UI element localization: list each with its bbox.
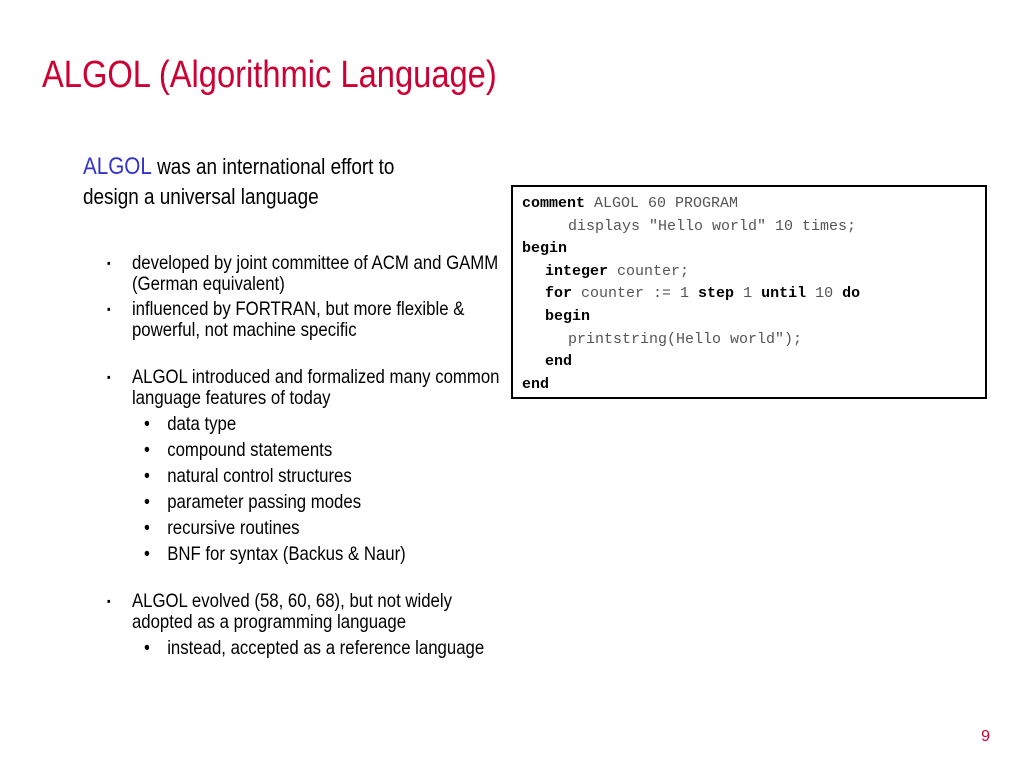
bullet-text: ALGOL introduced and formalized many common language features of today (131, 366, 500, 409)
dot-bullet-icon: • (143, 413, 150, 435)
code-keyword: end (545, 353, 573, 371)
code-text: counter; (608, 262, 690, 280)
bullet-list (107, 253, 511, 659)
code-keyword: end (522, 375, 550, 393)
dot-bullet-icon: • (143, 637, 150, 659)
code-line-7 (522, 329, 985, 352)
dot-bullet-icon: • (143, 517, 150, 539)
lead-paragraph (83, 152, 479, 212)
bullet-item-committee (107, 253, 511, 295)
sub-bullet-text: instead, accepted as a reference language (167, 637, 485, 659)
slide-title: ALGOL (Algorithmic Language) (42, 54, 497, 96)
dot-bullet-icon: • (143, 439, 150, 461)
algol-keyword: ALGOL (83, 153, 152, 180)
bullet-item-fortran (107, 299, 511, 341)
sub-bullet-item (107, 466, 511, 487)
sub-bullet-text: parameter passing modes (167, 491, 362, 513)
sub-bullet-text: compound statements (167, 439, 333, 461)
lead-text-line1: was an international effort to (151, 154, 395, 179)
page-number: 9 (981, 728, 990, 745)
code-line-8 (522, 351, 985, 374)
code-line-3 (522, 238, 985, 261)
sub-bullet-text: natural control structures (167, 465, 352, 487)
code-line-6 (522, 306, 985, 329)
code-keyword: until (761, 285, 807, 303)
code-keyword: for (545, 285, 573, 303)
code-keyword: comment (522, 195, 586, 212)
code-keyword: step (698, 285, 735, 303)
dot-bullet-icon: • (143, 543, 150, 565)
code-text: ALGOL 60 PROGRAM (585, 195, 739, 212)
square-bullet-icon: ▪ (107, 302, 111, 316)
bullet-text: ALGOL evolved (58, 60, 68), but not widely adopted as a programming language (131, 590, 453, 633)
code-line-4 (522, 261, 985, 284)
code-keyword: begin (545, 307, 591, 325)
dot-bullet-icon: • (143, 465, 150, 487)
code-line-9 (522, 374, 985, 397)
square-bullet-icon: ▪ (107, 256, 111, 270)
sub-bullet-item (107, 544, 511, 565)
code-text: displays "Hello world" 10 times; (568, 217, 857, 235)
code-keyword: do (842, 285, 861, 303)
sub-bullet-item (107, 414, 511, 435)
lead-text-line2: design a universal language (83, 184, 319, 209)
code-text: printstring(Hello world"); (568, 330, 803, 348)
dot-bullet-icon: • (143, 491, 150, 513)
sub-bullet-item (107, 518, 511, 539)
code-line-5 (522, 283, 985, 306)
sub-bullet-text: recursive routines (167, 517, 300, 539)
sub-bullet-item (107, 440, 511, 461)
bullet-text: developed by joint committee of ACM and GAMM (German equivalent) (131, 252, 499, 295)
square-bullet-icon: ▪ (107, 594, 111, 608)
sub-bullet-item (107, 638, 511, 659)
code-example-box (511, 185, 987, 399)
code-line-2 (522, 216, 985, 239)
sub-bullet-item (107, 492, 511, 513)
code-keyword: integer (545, 262, 609, 280)
code-text: 1 (734, 285, 762, 303)
code-line-1 (522, 193, 985, 216)
bullet-item-evolved (107, 591, 511, 633)
sub-bullet-text: BNF for syntax (Backus & Naur) (167, 543, 406, 565)
code-text: counter := 1 (572, 285, 699, 303)
square-bullet-icon: ▪ (107, 370, 111, 384)
bullet-item-features (107, 367, 511, 409)
code-keyword: begin (522, 240, 568, 258)
code-text: 10 (806, 285, 843, 303)
bullet-text: influenced by FORTRAN, but more flexible & powerful, not machine specific (131, 298, 465, 341)
sub-bullet-text: data type (167, 413, 237, 435)
